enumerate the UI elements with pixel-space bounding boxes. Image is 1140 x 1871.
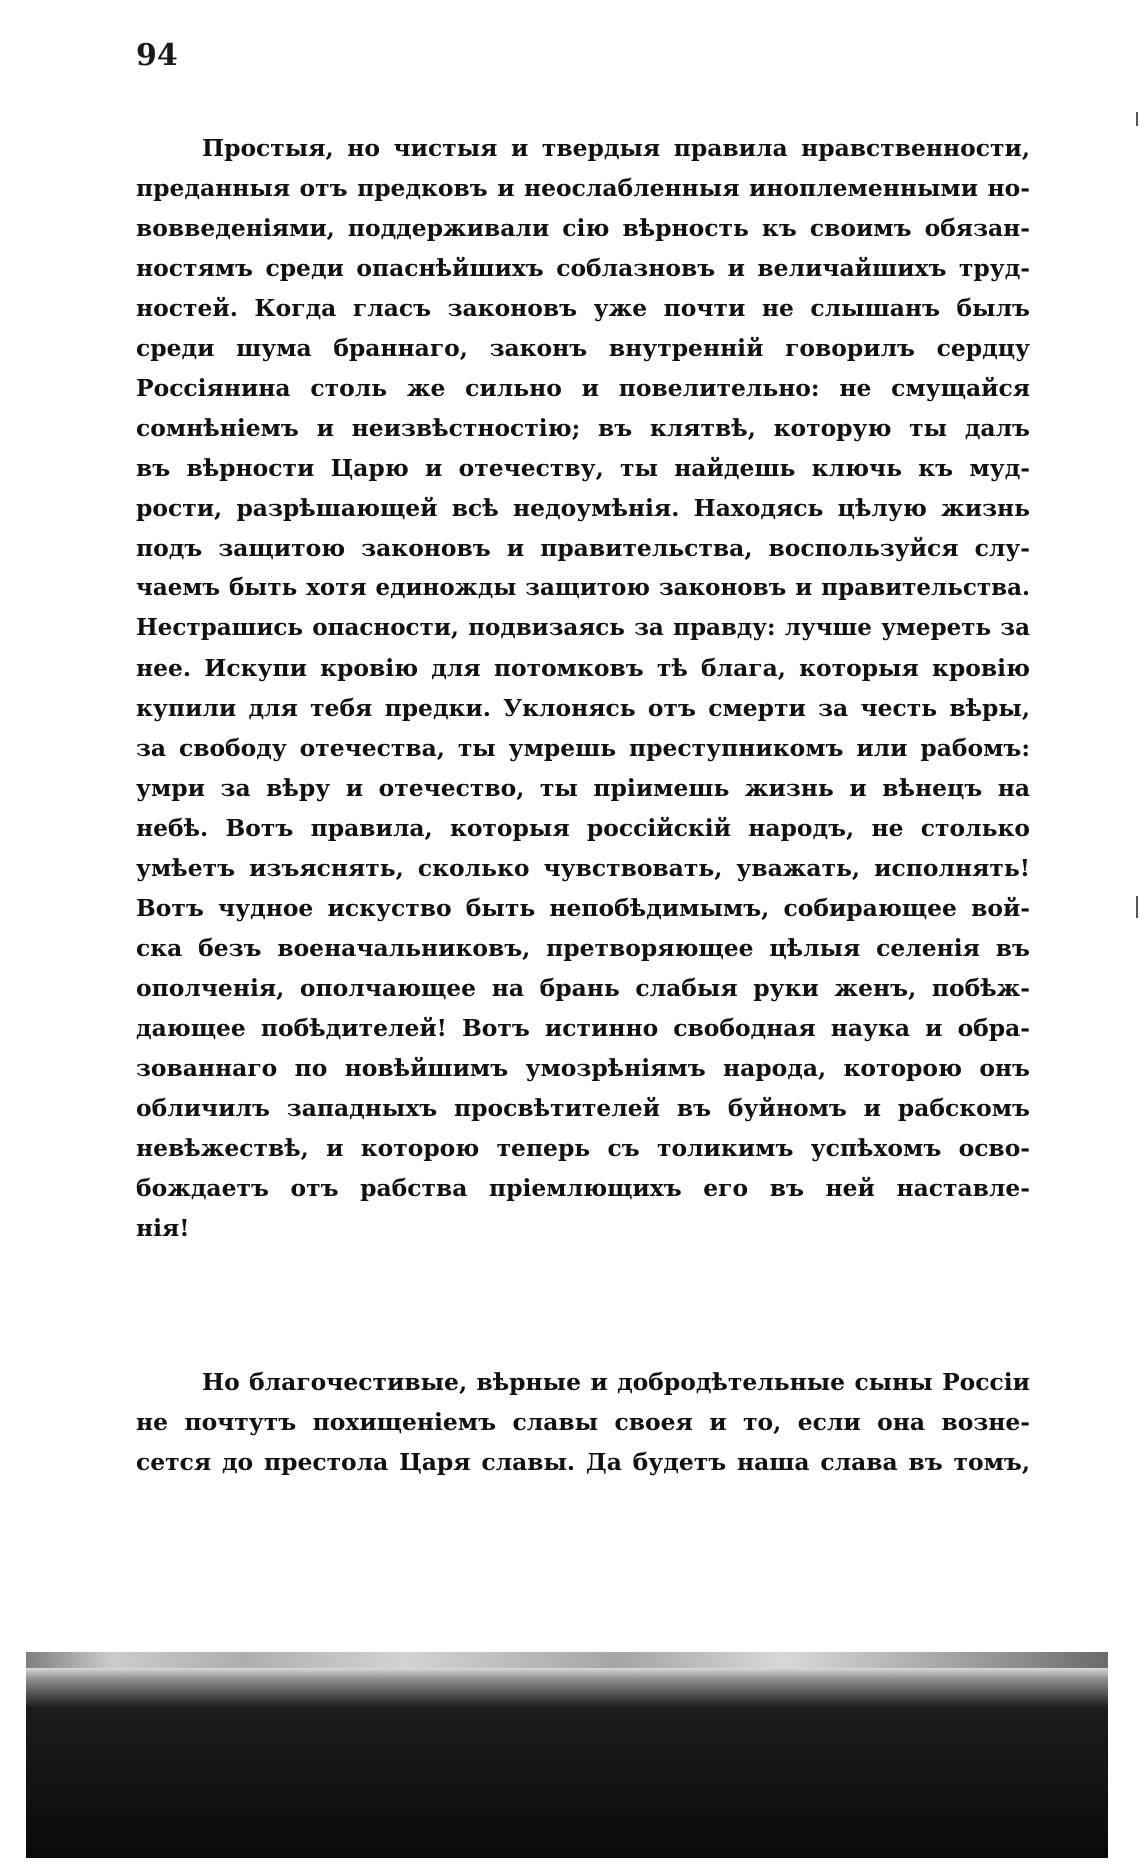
text-line: ополченія, ополчающее на брань слабыя руки женъ, побѣж-: [136, 974, 1030, 1002]
scan-border-band: [26, 1668, 1108, 1858]
text-line: за свободу отечества, ты умрешь преступникомъ или рабомъ:: [136, 734, 1030, 762]
text-line: преданныя отъ предковъ и неослабленныя иноплеменными но-: [136, 174, 1030, 202]
margin-mark: [1136, 112, 1138, 126]
text-line: невѣжествѣ, и которою теперь съ толикимъ успѣхомъ осво-: [136, 1134, 1030, 1162]
text-line: бождаетъ отъ рабства пріемлющихъ его въ ней наставле-: [136, 1174, 1030, 1202]
text-line: Простыя, но чистыя и твердыя правила нравственности,: [202, 134, 1030, 162]
text-line: чаемъ быть хотя единожды защитою законовъ и правительства.: [136, 574, 1030, 601]
margin-mark: [1136, 896, 1138, 918]
text-line: сется до престола Царя славы. Да будетъ наша слава въ томъ,: [136, 1448, 1030, 1476]
text-line: умѣетъ изъяснять, сколько чувствовать, уважать, исполнять!: [136, 854, 1030, 882]
text-line: дающее побѣдителей! Вотъ истинно свободная наука и обра-: [136, 1014, 1030, 1042]
text-line: нее. Искупи кровію для потомковъ тѣ блага, которыя кровію: [136, 654, 1030, 682]
text-line: въ вѣрности Царю и отечеству, ты найдешь ключь къ муд-: [136, 454, 1030, 482]
text-line: рости, разрѣшающей всѣ недоумѣнія. Находясь цѣлую жизнь: [136, 494, 1030, 522]
text-line: среди шума браннаго, законъ внутренній говорилъ сердцу: [136, 334, 1030, 362]
text-line: Нестрашись опасности, подвизаясь за правду: лучше умереть за: [136, 614, 1030, 641]
page-number: 94: [136, 38, 178, 73]
text-line: сомнѣніемъ и неизвѣстностію; въ клятвѣ, которую ты далъ: [136, 414, 1030, 442]
text-line: купили для тебя предки. Уклонясь отъ смерти за честь вѣры,: [136, 694, 1030, 722]
text-line: ностямъ среди опаснѣйшихъ соблазновъ и величайшихъ труд-: [136, 254, 1030, 282]
text-line: ска безъ военачальниковъ, претворяющее цѣлыя селенія въ: [136, 934, 1030, 962]
text-line: небѣ. Вотъ правила, которыя россійскій народъ, не столько: [136, 814, 1030, 842]
text-line: умри за вѣру и отечество, ты пріимешь жизнь и вѣнецъ на: [136, 774, 1030, 802]
paragraph-2: [136, 1362, 1030, 1482]
text-line: подъ защитою законовъ и правительства, воспользуйся слу-: [136, 534, 1030, 562]
text-line: Вотъ чудное искуство быть непобѣдимымъ, собирающее вой-: [136, 894, 1030, 922]
text-line: обличилъ западныхъ просвѣтителей въ буйномъ и рабскомъ: [136, 1094, 1030, 1122]
text-line: нія!: [136, 1214, 190, 1242]
text-line: вовведеніями, поддерживали сію вѣрность къ своимъ обязан-: [136, 214, 1030, 242]
text-line: ностей. Когда гласъ законовъ уже почти не слышанъ былъ: [136, 294, 1030, 322]
text-line: не почтутъ похищеніемъ славы своея и то, если она возне-: [136, 1408, 1030, 1436]
paragraph-1: [136, 128, 1030, 1248]
text-line: зованнаго по новѣйшимъ умозрѣніямъ народа, которою онъ: [136, 1054, 1030, 1082]
text-line: Россіянина столь же сильно и повелительно: не смущайся: [136, 374, 1030, 402]
text-line: Но благочестивые, вѣрные и добродѣтельные сыны Россіи: [202, 1368, 1030, 1396]
